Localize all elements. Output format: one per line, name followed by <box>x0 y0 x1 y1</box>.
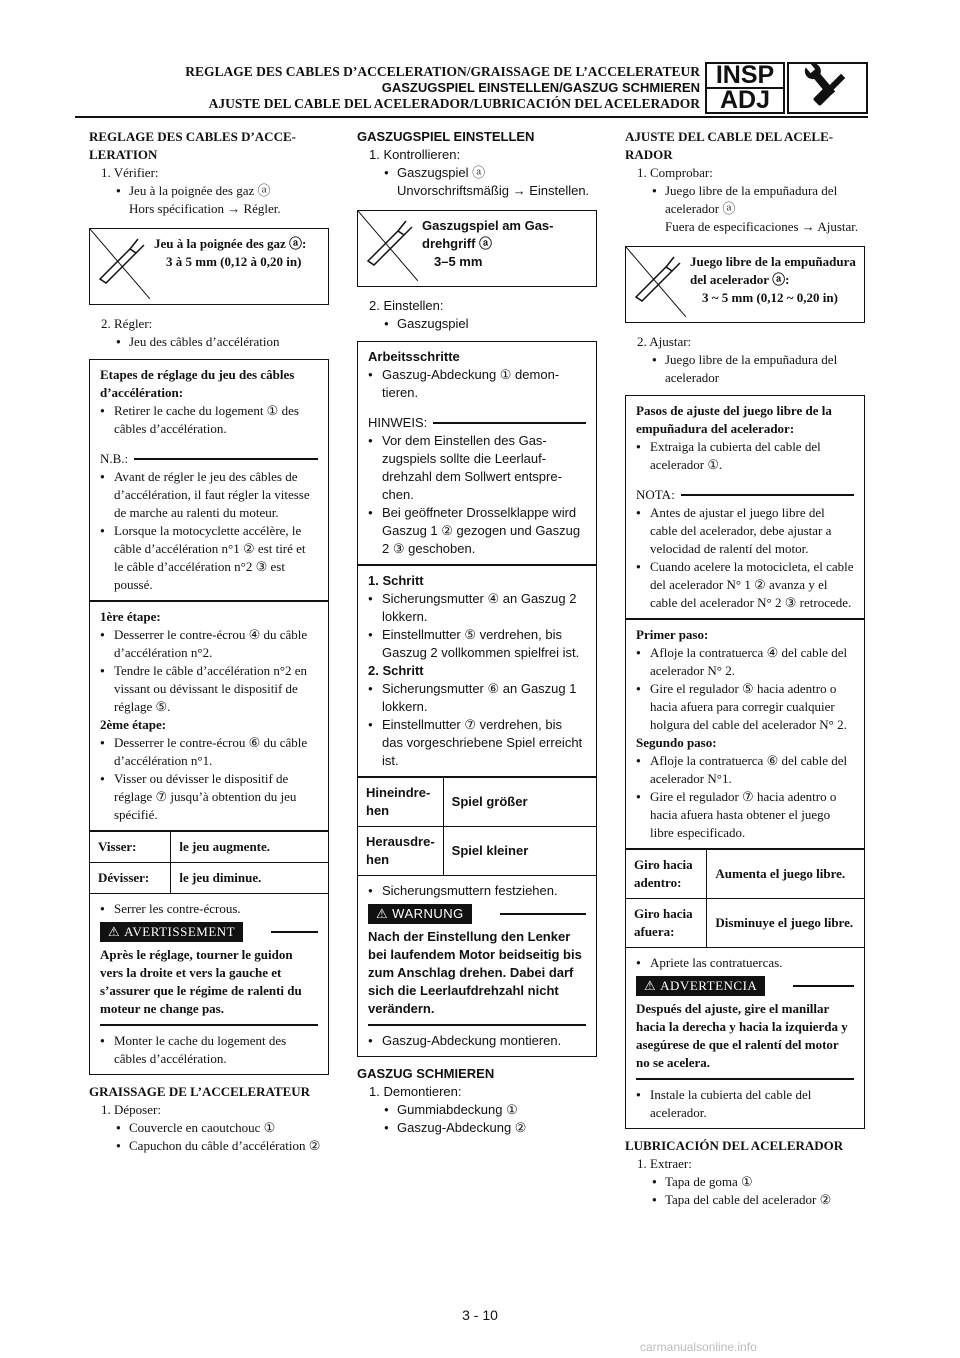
section-title: REGLAGE DES CABLES D’ACCELERATION <box>89 129 296 162</box>
caliper-icon <box>626 247 688 322</box>
bullet: ● Einstellmutter ⑦ verdrehen, bis das vorgeschriebene Spiel erreicht ist. <box>368 716 586 770</box>
step-remove: 1. Déposer: <box>101 1102 161 1117</box>
bullet: ● Retirer le cache du logement ① des câbles d’accélération. <box>100 402 318 438</box>
table-row <box>626 899 864 948</box>
table-cell: Herausdrehen <box>358 827 443 876</box>
table-cell: Giro hacia adentro: <box>626 849 707 899</box>
wrench-screwdriver-icon <box>787 62 868 114</box>
bullet: ● Couvercle en caoutchouc ① <box>89 1119 329 1137</box>
out-of-spec-text: Fuera de especificaciones → Ajustar. <box>665 219 859 234</box>
direction-table <box>90 830 328 894</box>
page-number: 3 - 10 <box>462 1307 498 1323</box>
table-cell: Giro hacia afuera: <box>626 899 707 948</box>
section-title: GASZUG SCHMIEREN <box>357 1066 495 1081</box>
page-header <box>110 64 700 112</box>
spec-value: 3 ~ 5 mm (0,12 ~ 0,20 in) <box>702 290 838 305</box>
section-title: AJUSTE DEL CABLE DEL ACELERADOR <box>625 129 834 162</box>
table-cell: Visser: <box>90 831 171 863</box>
step-remove: 1. Demontieren: <box>369 1084 462 1099</box>
spec-box <box>625 246 865 323</box>
warning-text: Nach der Einstellung den Lenker bei laufendem Motor beidseitig bis zum Anschlag drehen. Dabei darf sich die Leerlaufdrehzahl nicht verändern. <box>368 928 586 1026</box>
bullet: ● Tendre le câble d’accélération n°2 en vissant ou dévissant le dispositif de réglage ⑤. <box>100 662 318 716</box>
bullet: ● Cuando acelere la motocicleta, el cable del acelerador N° 1 ② avanza y el cable del acelerador N° 2 ③ retrocede. <box>636 558 854 612</box>
step-heading: 1. Schritt <box>368 573 424 588</box>
bullet: ● Visser ou dévisser le dispositif de réglage ⑦ jusqu’à obtention du jeu spécifié. <box>100 770 318 824</box>
spec-value: 3 à 5 mm (0,12 à 0,20 in) <box>166 254 302 269</box>
table-cell: Dévisser: <box>90 863 171 894</box>
bullet: ● Bei geöffneter Drosselklappe wird Gaszug 1 ② gezogen und Gaszug 2 ③ geschoben. <box>368 504 586 558</box>
column-german <box>357 128 597 1137</box>
bullet: ● Vor dem Einstellen des Gaszugspiels sollte die Leerlaufdrehzahl dem Sollwert entsprechen. <box>368 432 586 504</box>
procedure-title: Pasos de ajuste del juego libre de la empuñadura del acelerador: <box>636 403 832 436</box>
spec-box <box>357 210 597 287</box>
bullet: ● Gummiabdeckung ① <box>357 1101 597 1119</box>
section-title: GASZUGSPIEL EINSTELLEN <box>357 129 535 144</box>
procedure-title: Etapes de réglage du jeu des câbles d’accélération: <box>100 367 295 400</box>
header-title-fr: REGLAGE DES CABLES D’ACCELERATION/GRAISSAGE DE L’ACCELERATEUR <box>185 64 700 79</box>
warning-text: Después del ajuste, gire el manillar hacia la derecha y hacia la izquierda y asegúrese de que el ralentí del motor no se acelera. <box>636 1000 854 1080</box>
table-row <box>90 863 328 894</box>
table-cell: Hineindrehen <box>358 777 443 827</box>
bullet: ● Afloje la contratuerca ④ del cable del acelerador N° 2. <box>636 644 854 680</box>
direction-table <box>358 776 596 876</box>
bullet: ● Desserrer le contre-écrou ④ du câble d’accélération n°2. <box>100 626 318 662</box>
warning-label: WARNUNG <box>392 906 464 921</box>
bullet: ● Gaszug-Abdeckung ① demontieren. <box>368 366 586 402</box>
bullet: ● Einstellmutter ⑤ verdrehen, bis Gaszug 2 vollkommen spielfrei ist. <box>368 626 586 662</box>
procedure-box <box>89 359 329 1075</box>
step-heading: Primer paso: <box>636 627 709 642</box>
step-remove: 1. Extraer: <box>637 1156 692 1171</box>
warning-text: Après le réglage, tourner le guidon vers la droite et vers la gauche et s’assurer que le régime de ralenti du moteur ne change pas. <box>100 946 318 1026</box>
bullet: ● Gaszug-Abdeckung montieren. <box>368 1032 586 1050</box>
warning-header <box>636 976 854 996</box>
procedure-box <box>625 395 865 1129</box>
table-cell: Aumenta el juego libre. <box>707 849 864 899</box>
step-heading: Segundo paso: <box>636 735 717 750</box>
column-french <box>89 128 329 1155</box>
bullet: ● Tapa del cable del acelerador ② <box>625 1191 865 1209</box>
note-label: NOTA: <box>636 486 854 504</box>
spec-label: Juego libre de la empuñadura del acelerador ⓐ: <box>690 254 856 287</box>
table-row <box>358 777 596 827</box>
bullet: ● Antes de ajustar el juego libre del cable del acelerador, debe ajustar a velocidad de ralentí del motor. <box>636 504 854 558</box>
step-adjust: 2. Régler: <box>101 316 153 331</box>
bullet: ● Sicherungsmutter ④ an Gaszug 2 lokkern. <box>368 590 586 626</box>
bullet: ● Avant de régler le jeu des câbles de d’accélération, il faut régler la vitesse de marche au ralenti du moteur. <box>100 468 318 522</box>
spec-label: Gaszugspiel am Gasdrehgriff ⓐ <box>422 218 554 251</box>
warning-header <box>368 904 586 924</box>
section-badge <box>705 62 785 114</box>
bullet: ● Gaszugspiel <box>357 315 597 333</box>
bullet: ● Gire el regulador ⑤ hacia adentro o hacia afuera para corregir cualquier holgura del cable del acelerador N° 2. <box>636 680 854 734</box>
spec-value: 3–5 mm <box>434 254 483 269</box>
bullet: ● Gire el regulador ⑦ hacia adentro o hacia afuera hasta obtener el juego libre especificado. <box>636 788 854 842</box>
out-of-spec-text: Unvorschriftsmäßig → Einstellen. <box>397 183 590 198</box>
bullet: ● Lorsque la motocyclette accélère, le câble d’accélération n°1 ② est tiré et le câble d’accélération n°2 ③ est poussé. <box>100 522 318 594</box>
bullet: ● Desserrer le contre-écrou ⑥ du câble d’accélération n°1. <box>100 734 318 770</box>
bullet: ● Juego libre de la empuñadura del acelerador ⓐ <box>625 182 865 218</box>
bullet: ● Instale la cubierta del cable del acelerador. <box>636 1086 854 1122</box>
warning-icon: ⚠ <box>376 906 389 921</box>
bullet: ● Tapa de goma ① <box>625 1173 865 1191</box>
note-label: N.B.: <box>100 450 318 468</box>
bullet: ● Jeu des câbles d’accélération <box>89 333 329 351</box>
out-of-spec-text: Hors spécification → Régler. <box>129 201 281 216</box>
warning-label: AVERTISSEMENT <box>124 924 236 939</box>
step-adjust: 2. Einstellen: <box>369 298 444 313</box>
warning-icon: ⚠ <box>108 924 121 939</box>
badge-insp: INSP <box>707 64 783 89</box>
watermark: carmanualsonline.info <box>640 1340 757 1354</box>
bullet: ● Jeu à la poignée des gaz ⓐ <box>89 182 329 200</box>
bullet: ● Sicherungsmutter ⑥ an Gaszug 1 lokkern. <box>368 680 586 716</box>
badge-adj: ADJ <box>719 86 770 114</box>
bullet: ● Juego libre de la empuñadura del acelerador <box>625 351 865 387</box>
bullet: ● Afloje la contratuerca ⑥ del cable del acelerador N°1. <box>636 752 854 788</box>
bullet: ● Apriete las contratuercas. <box>636 954 854 972</box>
header-rule <box>75 116 868 118</box>
table-cell: Spiel kleiner <box>443 827 596 876</box>
table-row <box>90 831 328 863</box>
bullet: ● Gaszug-Abdeckung ② <box>357 1119 597 1137</box>
step-heading: 2. Schritt <box>368 663 424 678</box>
table-row <box>626 849 864 899</box>
note-label: HINWEIS: <box>368 414 586 432</box>
step-heading: 2ème étape: <box>100 717 167 732</box>
bullet: ● Sicherungsmuttern festziehen. <box>368 882 586 900</box>
warning-label: ADVERTENCIA <box>660 978 758 993</box>
step-check: 1. Kontrollieren: <box>369 147 461 162</box>
header-title-es: AJUSTE DEL CABLE DEL ACELERADOR/LUBRICACIÓN DEL ACELERADOR <box>208 96 700 111</box>
direction-table <box>626 848 864 948</box>
bullet: ● Serrer les contre-écrous. <box>100 900 318 918</box>
spec-label: Jeu à la poignée des gaz ⓐ: <box>154 236 307 251</box>
bullet: ● Gaszugspiel ⓐ <box>357 164 597 182</box>
bullet: ● Monter le cache du logement des câbles d’accélération. <box>100 1032 318 1068</box>
table-cell: Spiel größer <box>443 777 596 827</box>
warning-icon: ⚠ <box>644 978 657 993</box>
procedure-title: Arbeitsschritte <box>368 349 460 364</box>
table-cell: Disminuye el juego libre. <box>707 899 864 948</box>
header-title-de: GASZUGSPIEL EINSTELLEN/GASZUG SCHMIEREN <box>381 80 700 95</box>
caliper-icon <box>90 229 152 304</box>
step-heading: 1ère étape: <box>100 609 161 624</box>
column-spanish <box>625 128 865 1209</box>
caliper-icon <box>358 211 420 286</box>
section-title: LUBRICACIÓN DEL ACELERADOR <box>625 1138 844 1153</box>
step-check: 1. Vérifier: <box>101 165 159 180</box>
section-title: GRAISSAGE DE L’ACCELERATEUR <box>89 1084 311 1099</box>
table-cell: le jeu augmente. <box>171 831 328 863</box>
procedure-box <box>357 341 597 1057</box>
spec-box <box>89 228 329 305</box>
step-check: 1. Comprobar: <box>637 165 713 180</box>
warning-header <box>100 922 318 942</box>
table-row <box>358 827 596 876</box>
table-cell: le jeu diminue. <box>171 863 328 894</box>
bullet: ● Extraiga la cubierta del cable del acelerador ①. <box>636 438 854 474</box>
step-adjust: 2. Ajustar: <box>637 334 692 349</box>
bullet: ● Capuchon du câble d’accélération ② <box>89 1137 329 1155</box>
